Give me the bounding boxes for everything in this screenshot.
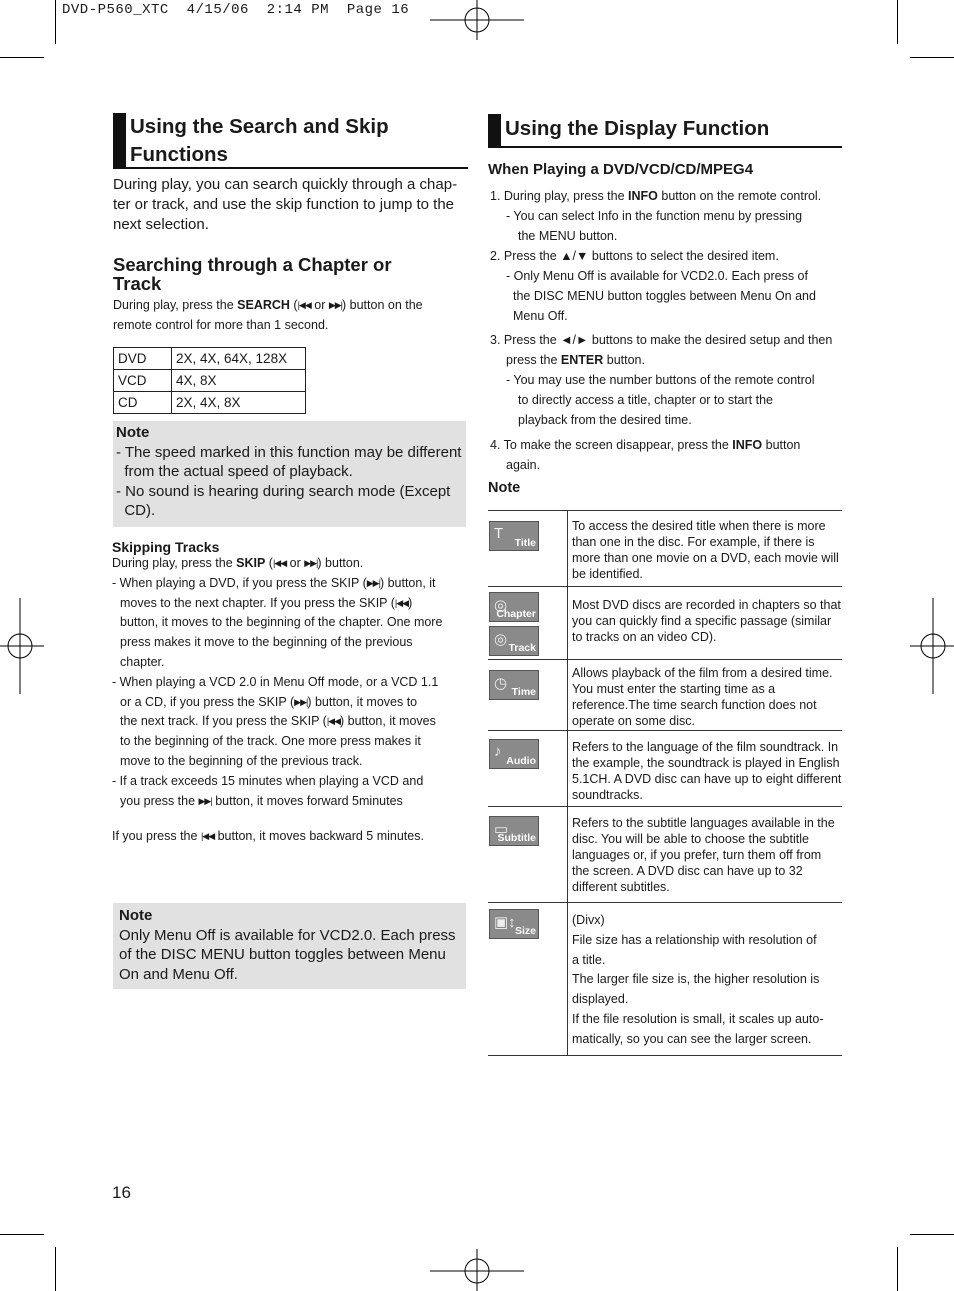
text: press the [506, 353, 561, 367]
text: - When playing a DVD, if you press the SKIP ( [112, 575, 367, 590]
table-row [114, 348, 306, 370]
skip-forward-icon: ▶▶| [198, 795, 212, 806]
size-icon [489, 909, 539, 939]
row-description: Most DVD discs are recorded in chapters so that you can quickly find a specific passage (similar to tracks on an video CD). [572, 598, 841, 644]
text: moves to the next chapter. If you press the SKIP ( [120, 595, 395, 610]
note-line: On and Menu Off. [119, 965, 238, 983]
text: ) [408, 595, 413, 610]
step-line: to directly access a title, chapter or to start the [518, 393, 773, 407]
skip-note [113, 903, 466, 989]
note-line: of the DISC MENU button toggles between Menu [119, 946, 446, 963]
print-header: DVD-P560_XTC 4/15/06 2:14 PM Page 16 [62, 2, 410, 18]
skip-line: press makes it move to the beginning of the previous [120, 635, 413, 650]
table-cell: 2X, 4X, 64X, 128X [172, 348, 306, 370]
title-glyph: T [494, 525, 504, 542]
step-line [490, 186, 844, 206]
searching-line [113, 295, 473, 315]
title-text: Using the Display Function [505, 117, 770, 140]
step-line: Menu Off. [513, 309, 568, 323]
text: button. [603, 353, 645, 367]
text: 2. Press the [490, 249, 561, 263]
skip-line [112, 574, 472, 594]
info-label: INFO [732, 438, 763, 452]
note-row-subtitle [488, 806, 842, 903]
search-forward-icon: ▶▶| [328, 300, 343, 310]
chapter-icon [489, 592, 539, 622]
audio-icon [489, 739, 539, 769]
title-bar [113, 113, 126, 169]
note-line: from the actual speed of playback. [116, 463, 353, 480]
track-icon [489, 626, 539, 656]
searching-instructions [113, 295, 473, 335]
search-speed-table [113, 347, 306, 414]
registration-mark-bottom [430, 1249, 524, 1291]
registration-mark-left [0, 598, 44, 694]
text: buttons to select the desired item. [588, 249, 779, 263]
skip-back-icon: |◀◀ [200, 831, 215, 841]
crop-mark [910, 57, 954, 58]
note-line: - The speed marked in this function may be different [116, 443, 462, 461]
table-cell: VCD [114, 370, 172, 392]
heading-line: Track [113, 273, 162, 294]
text: 1. During play, press the [490, 189, 629, 203]
time-icon [489, 670, 539, 700]
divider [567, 731, 568, 807]
title-rule [501, 146, 842, 148]
speaker-glyph: ♪ [494, 743, 502, 760]
title-text [130, 113, 389, 169]
desc-line: File size has a relationship with resolution of [572, 932, 817, 947]
display-note-label: Note [488, 480, 521, 496]
table-row [114, 392, 306, 414]
text: During play, press the [112, 556, 237, 570]
skip-line: button, it moves to the beginning of the chapter. One more [120, 615, 443, 630]
text: the next track. If you press the SKIP ( [120, 714, 327, 729]
crop-mark [910, 1234, 954, 1235]
skip-back-icon: |◀◀ [394, 597, 409, 608]
skip-line: to the beginning of the track. One more press makes it [120, 734, 421, 749]
skip-back-icon: |◀◀ [326, 716, 340, 727]
skip-backward-note [112, 826, 472, 846]
skip-line: chapter. [120, 654, 165, 669]
skip-line [112, 554, 472, 574]
desc-line: The larger file size is, the higher resolution is [572, 972, 820, 987]
icon-label: Title [514, 537, 536, 549]
text: ) button, it [379, 575, 436, 590]
skipping-instructions [112, 554, 472, 811]
text: buttons to make the desired setup and then [588, 333, 833, 347]
step-line: the MENU button. [518, 229, 618, 243]
text: During play, press the [113, 298, 238, 312]
divider [567, 511, 568, 587]
skip-line [112, 792, 472, 812]
text: or [286, 556, 305, 570]
text: If you press the [112, 829, 201, 843]
registration-mark-right [910, 598, 954, 694]
step-line: playback from the desired time. [518, 413, 692, 427]
desc-line: displayed. [572, 992, 629, 1007]
text: button [762, 438, 801, 452]
search-skip-section-title [113, 113, 468, 169]
step-line: - You can select Info in the function menu by pressing [506, 209, 803, 223]
up-down-arrows-icon: ▲/▼ [560, 249, 589, 263]
table-cell: DVD [114, 348, 172, 370]
icon-label: Size [514, 925, 536, 937]
step-line [490, 350, 844, 370]
skip-line [112, 594, 472, 614]
resize-glyph: ▣↕ [494, 914, 516, 931]
row-description [572, 911, 842, 1050]
chapter-glyph: ◎ [494, 597, 508, 614]
icon-label: Time [511, 686, 536, 698]
title-icon [489, 521, 539, 551]
skip-back-icon: |◀◀ [272, 558, 287, 568]
note-title: Note [119, 907, 153, 924]
search-label: SEARCH [237, 298, 290, 312]
skip-label: SKIP [236, 556, 266, 570]
title-line: Using the Search and Skip [130, 115, 389, 138]
note-line: - No sound is hearing during search mode (Except [116, 482, 451, 500]
icon-label: Subtitle [497, 832, 536, 844]
desc-line: matically, so you can see the larger screen. [572, 1031, 812, 1046]
row-description: To access the desired title when there is more than one in the disc. For example, if there is more than one movie on a DVD, each movie will be identified. [572, 519, 839, 581]
row-description: Refers to the subtitle languages available in the disc. You will be able to choose the subtitle languages or, if you prefer, turn them off from the screen. A DVD disc can have up to 32 different subtitles. [572, 816, 835, 894]
left-right-arrows-icon: ◄/► [560, 333, 589, 347]
display-section-title [488, 114, 842, 148]
step-line: - You may use the number buttons of the remote control [506, 373, 815, 387]
text: button on the remote control. [657, 189, 822, 203]
title-line: Functions [130, 143, 228, 166]
crop-mark [0, 1234, 44, 1235]
note-row-audio [488, 730, 842, 807]
skipping-heading: Skipping Tracks [112, 539, 220, 555]
divider [567, 807, 568, 903]
row-description: Allows playback of the film from a desired time. You must enter the starting time as a reference.The time search function does not operate on some disc. [572, 666, 833, 728]
text: button, it moves forward 5minutes [215, 793, 403, 808]
text: 4. To make the screen disappear, press the [490, 438, 733, 452]
text: ) button on the [342, 298, 423, 312]
icon-label: Audio [506, 755, 536, 767]
note-row-chapter [488, 586, 842, 660]
title-rule [126, 167, 468, 169]
text: ) button, it moves to [307, 694, 418, 709]
icon-label: Chapter [496, 608, 536, 620]
desc-line: a title. [572, 952, 606, 967]
note-line: CD). [116, 502, 156, 519]
step-line: again. [506, 458, 541, 472]
step-line [490, 330, 844, 350]
search-backward-icon: |◀◀ [297, 300, 311, 310]
heading-line: Searching through a Chapter or [113, 254, 392, 275]
intro-line: ter or track, and use the skip function to jump to the [113, 196, 455, 213]
skip-line: - When playing a VCD 2.0 in Menu Off mode, or a VCD 1.1 [112, 674, 439, 689]
skip-line [112, 693, 472, 713]
table-cell: CD [114, 392, 172, 414]
note-row-title [488, 510, 842, 587]
info-label: INFO [628, 189, 658, 203]
note-title: Note [116, 424, 150, 441]
skip-line: - If a track exceeds 15 minutes when playing a VCD and [112, 773, 424, 788]
registration-mark-top [430, 0, 524, 40]
search-note [113, 421, 466, 527]
divider [567, 587, 568, 660]
crop-mark [0, 57, 44, 58]
crop-mark [897, 1247, 898, 1291]
enter-label: ENTER [560, 353, 604, 367]
step-line: - Only Menu Off is available for VCD2.0. Each press of [506, 269, 808, 283]
intro-line: During play, you can search quickly through a chap- [113, 176, 458, 193]
step-line: the DISC MENU button toggles between Menu On and [513, 289, 816, 303]
title-bar [488, 114, 501, 148]
clock-glyph: ◷ [494, 675, 508, 692]
skip-forward-icon: ▶▶| [366, 577, 380, 588]
searching-heading [113, 255, 473, 293]
table-cell: 2X, 4X, 8X [172, 392, 306, 414]
text: ( [265, 556, 273, 570]
divider [567, 660, 568, 731]
step-line [490, 435, 844, 455]
crop-mark [55, 0, 56, 44]
table-row [114, 370, 306, 392]
divider [567, 903, 568, 1055]
text: ) button. [317, 556, 364, 570]
text: or a CD, if you press the SKIP ( [120, 694, 295, 709]
page-number: 16 [112, 1183, 131, 1202]
subtitle-icon [489, 816, 539, 846]
text: button, it moves backward 5 minutes. [217, 829, 424, 843]
subtitle-glyph: ▭ [494, 821, 509, 838]
track-glyph: ◎ [494, 631, 508, 648]
crop-mark [55, 1247, 56, 1291]
intro-line: next selection. [113, 216, 209, 233]
skip-line: move to the beginning of the previous track. [120, 753, 363, 768]
note-row-time [488, 659, 842, 731]
skip-forward-icon: ▶▶| [304, 558, 318, 568]
text: 3. Press the [490, 333, 561, 347]
step-line [490, 246, 844, 266]
crop-mark [897, 0, 898, 44]
display-subheading: When Playing a DVD/VCD/CD/MPEG4 [488, 161, 754, 178]
skip-forward-icon: ▶▶| [294, 696, 308, 707]
icon-label: Track [508, 642, 536, 654]
text: you press the [120, 793, 199, 808]
text: ) button, it moves [340, 714, 436, 729]
desc-line: If the file resolution is small, it scales up auto- [572, 1011, 824, 1026]
desc-line: (Divx) [572, 913, 605, 927]
search-intro [113, 175, 473, 235]
skip-line [112, 712, 472, 732]
searching-line: remote control for more than 1 second. [113, 318, 329, 332]
display-steps [490, 186, 844, 475]
note-line: Only Menu Off is available for VCD2.0. Each press [119, 926, 456, 944]
row-description: Refers to the language of the film soundtrack. In the example, the soundtrack is played in English 5.1CH. A DVD disc can have up to eight different soundtracks. [572, 740, 842, 802]
table-cell: 4X, 8X [172, 370, 306, 392]
text: ( [289, 298, 298, 312]
text: or [310, 298, 329, 312]
note-row-size [488, 902, 842, 1056]
